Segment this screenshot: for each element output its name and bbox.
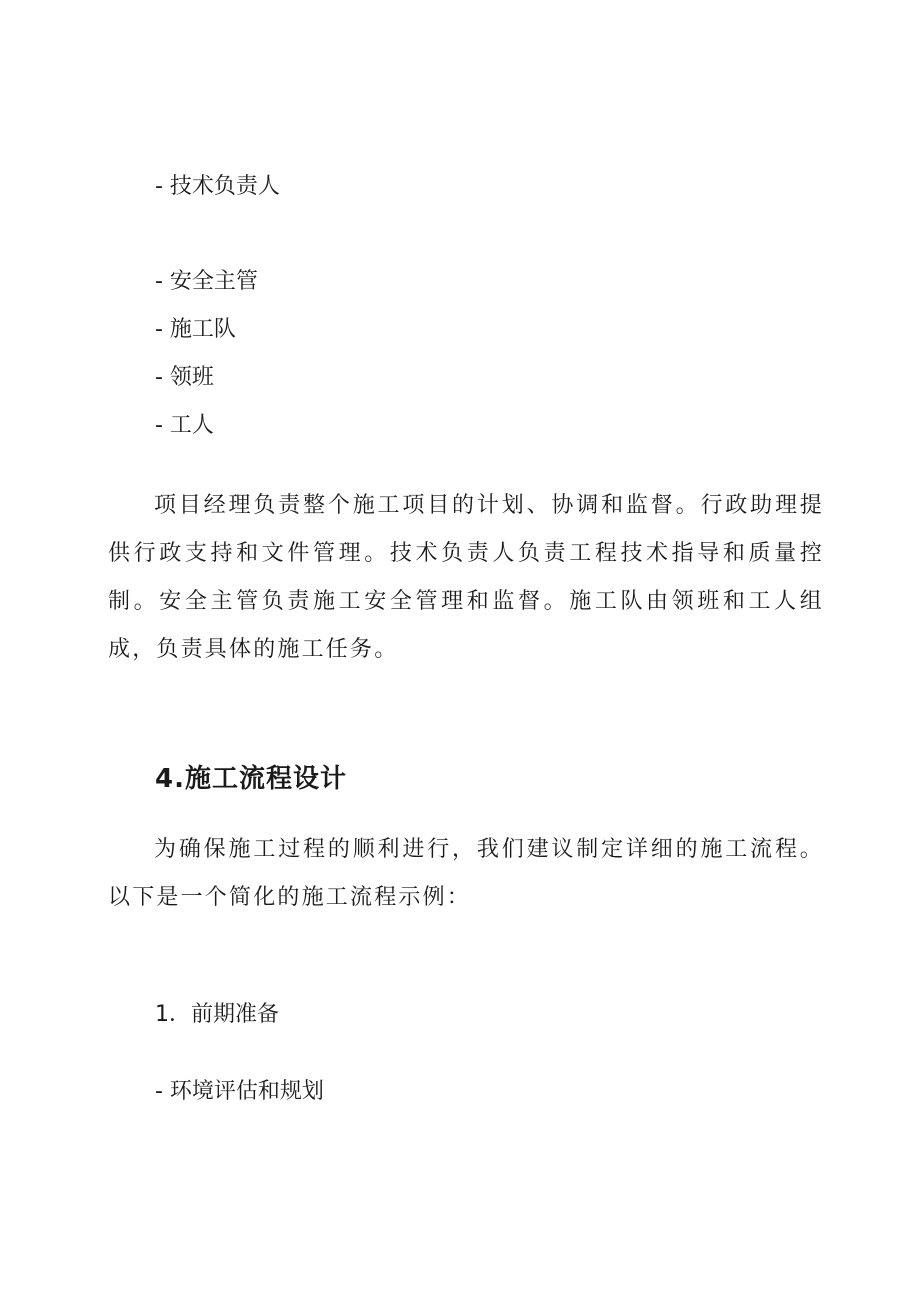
role-item-tech-lead: - 技术负责人	[155, 174, 280, 199]
role-item-construction-team: - 施工队	[155, 317, 236, 342]
process-intro-paragraph: 为确保施工过程的顺利进行，我们建议制定详细的施工流程。以下是一个简化的施工流程示例：	[108, 837, 824, 910]
process-step-1: 1．前期准备	[155, 1002, 279, 1027]
role-item-worker: - 工人	[155, 413, 214, 438]
role-item-safety-supervisor: - 安全主管	[155, 269, 258, 294]
role-item-foreman: - 领班	[155, 365, 214, 390]
org-description-paragraph: 项目经理负责整个施工项目的计划、协调和监督。行政助理提供行政支持和文件管理。技术负责人负责工程技术指导和质量控制。安全主管负责施工安全管理和监督。施工队由领班和工人组成，负责具体的施工任务。	[108, 493, 824, 662]
process-step-1-item: - 环境评估和规划	[155, 1079, 324, 1104]
section-heading: 4.施工流程设计	[155, 764, 347, 794]
